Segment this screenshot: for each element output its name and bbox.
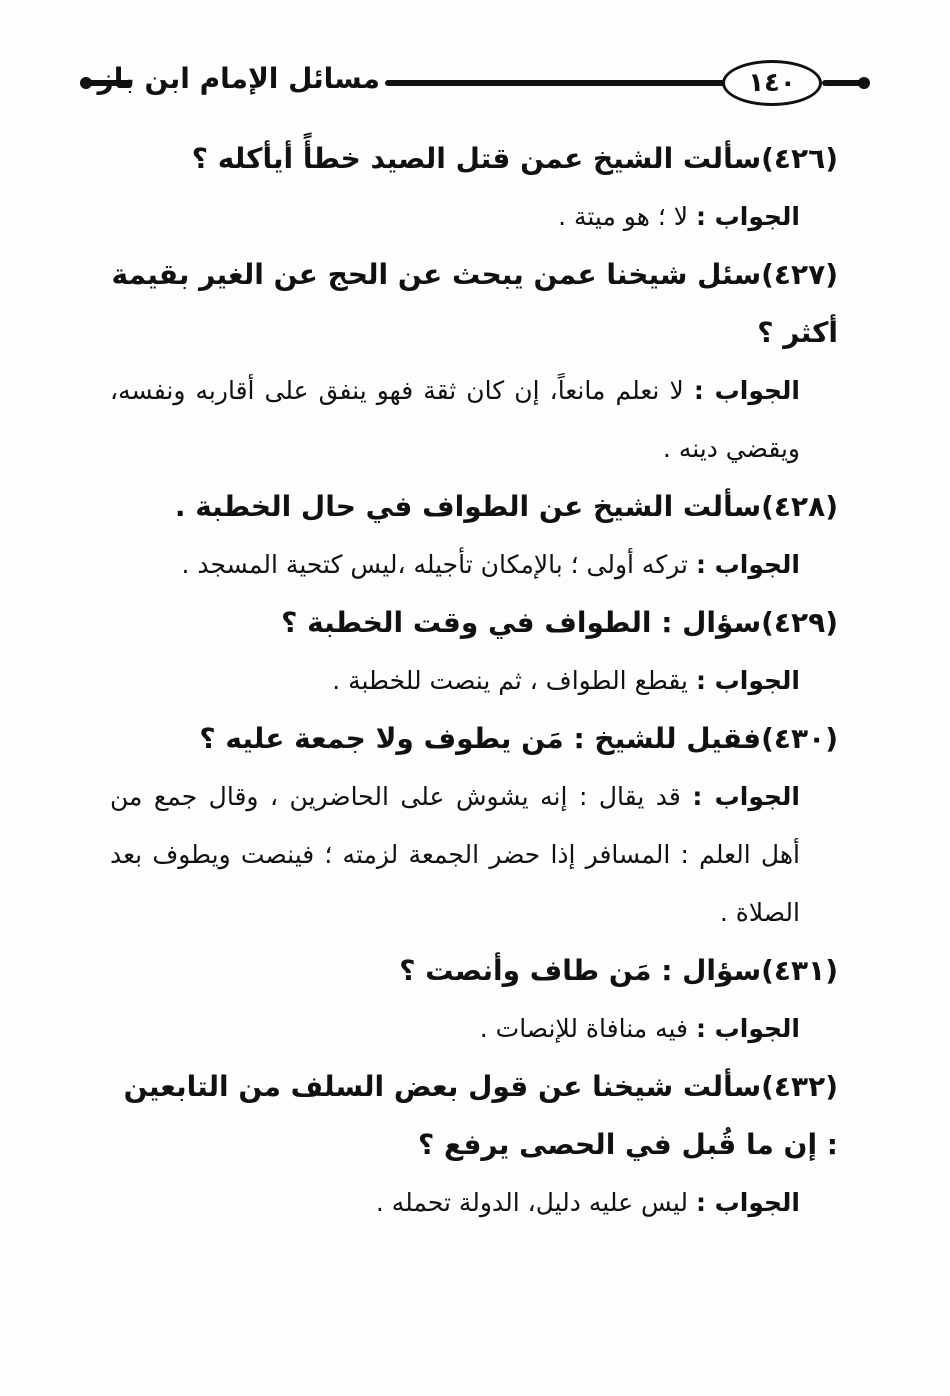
answer: الجواب : قد يقال : إنه يشوش على الحاضرين ، وقال جمع من أهل العلم : المسافر إذا حضر الجمعة لزمته ؛ فينصت ويطوف بعد الصلاة .	[110, 782, 800, 927]
question: (٤٢٧)سئل شيخنا عمن يبحث عن الحج عن الغير بقيمة أكثر ؟	[111, 258, 838, 349]
question: (٤٣٠)فقيل للشيخ : مَن يطوف ولا جمعة عليه ؟	[199, 722, 838, 755]
ornament-dot	[858, 77, 870, 89]
page-number: ١٤٠	[722, 60, 822, 106]
answer: الجواب : لا ؛ هو ميتة .	[558, 202, 800, 231]
page-body	[110, 130, 838, 1232]
answer: الجواب : ليس عليه دليل، الدولة تحمله .	[375, 1188, 800, 1217]
page-header	[0, 0, 950, 130]
answer: الجواب : تركه أولى ؛ بالإمكان تأجيله ،ليس كتحية المسجد .	[181, 550, 800, 579]
question: (٤٣١)سؤال : مَن طاف وأنصت ؟	[399, 954, 838, 987]
question: (٤٢٨)سألت الشيخ عن الطواف في حال الخطبة .	[174, 490, 838, 523]
answer: الجواب : لا نعلم مانعاً، إن كان ثقة فهو ينفق على أقاربه ونفسه، ويقضي دينه .	[110, 376, 801, 463]
answer: الجواب : يقطع الطواف ، ثم ينصت للخطبة .	[332, 666, 800, 695]
question: (٤٣٢)سألت شيخنا عن قول بعض السلف من التابعين : إن ما قُبل في الحصى يرفع ؟	[123, 1070, 838, 1161]
header-rule	[385, 80, 725, 86]
answer: الجواب : فيه منافاة للإنصات .	[479, 1014, 800, 1043]
question: (٤٢٦)سألت الشيخ عمن قتل الصيد خطأً أيأكله ؟	[191, 142, 838, 175]
question: (٤٢٩)سؤال : الطواف في وقت الخطبة ؟	[281, 606, 838, 639]
header-rule	[822, 80, 862, 86]
book-title: مسائل الإمام ابن باز	[97, 62, 380, 95]
